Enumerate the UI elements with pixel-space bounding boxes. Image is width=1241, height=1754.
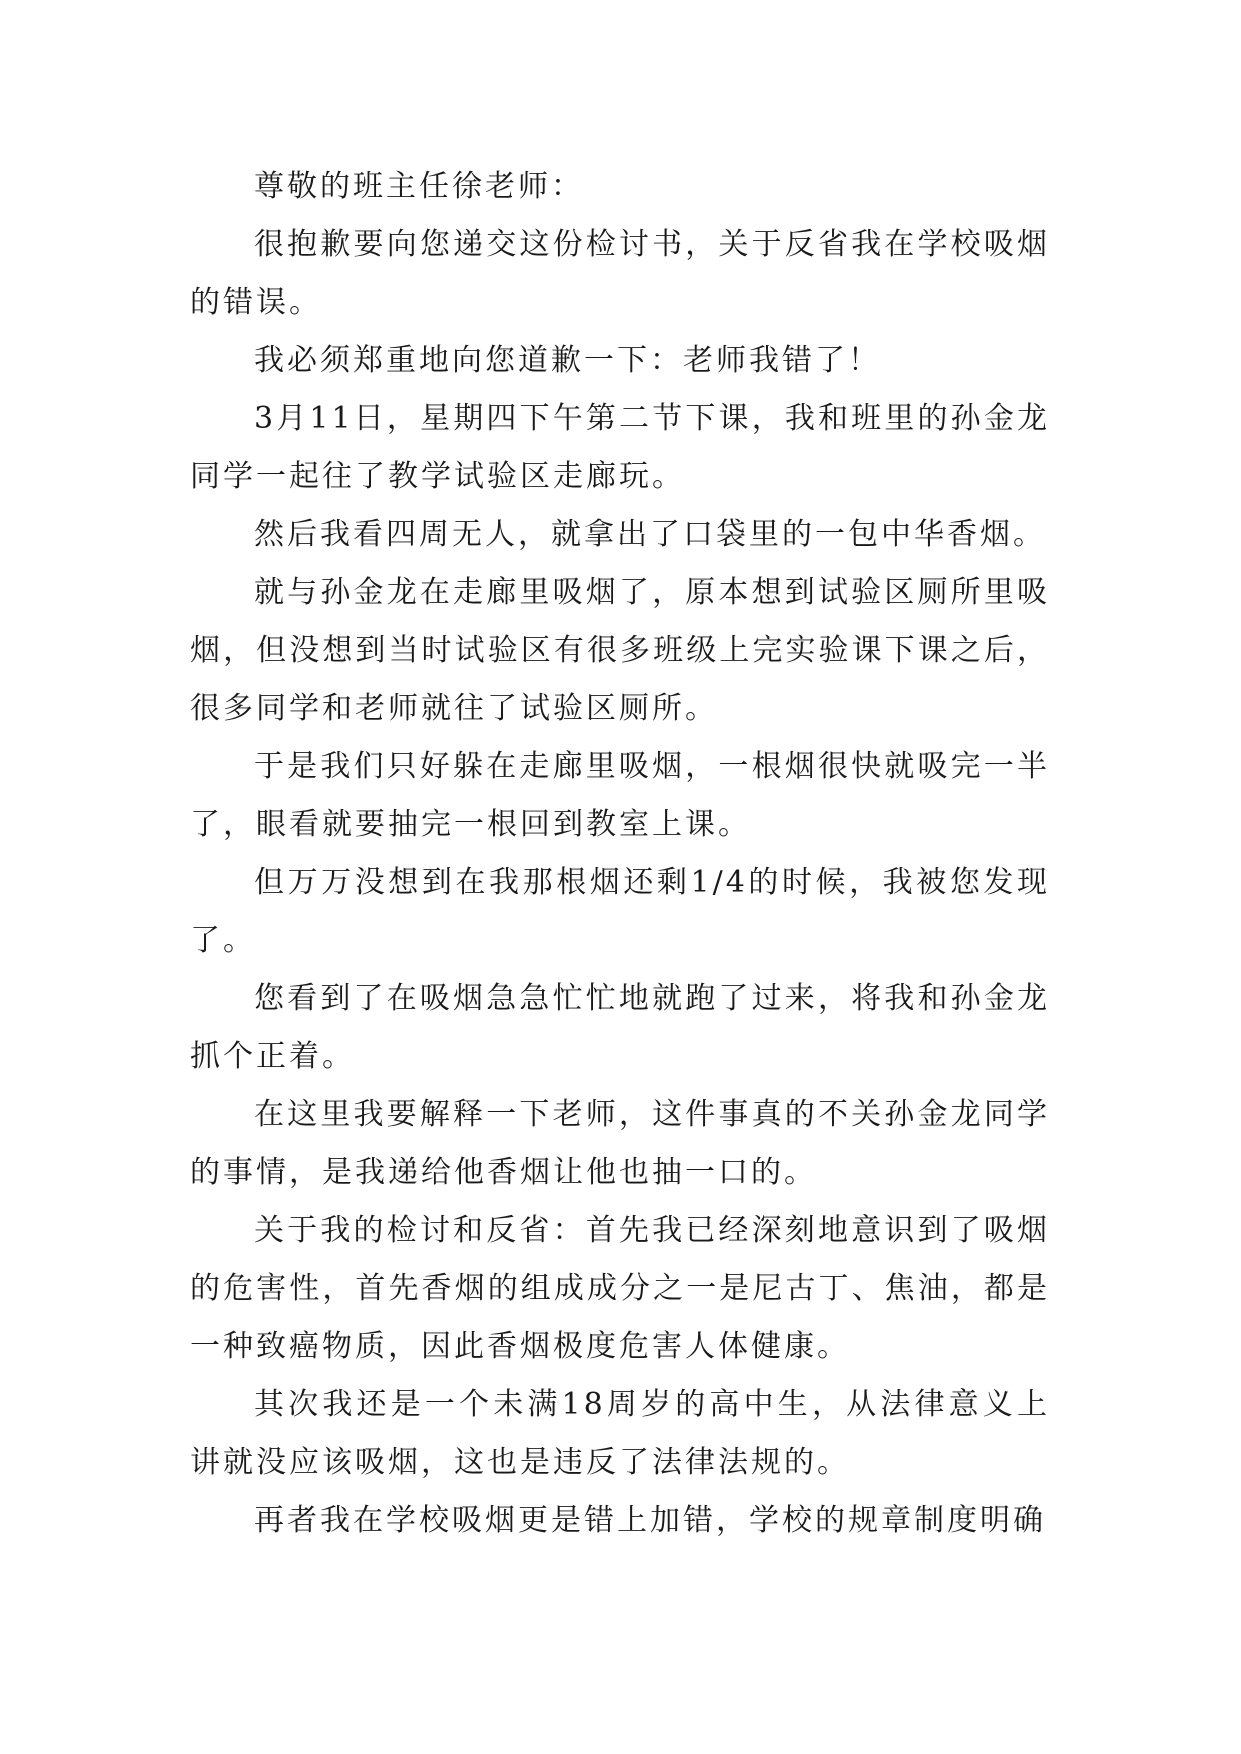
paragraph-7: 但万万没想到在我那根烟还剩1/4的时候，我被您发现了。 [190,865,1050,958]
document-body [190,158,1050,1550]
paragraph-3: 3月11日，星期四下午第二节下课，我和班里的孙金龙同学一起往了教学试验区走廊玩。 [190,401,1050,494]
salutation: 尊敬的班主任徐老师： [254,169,584,204]
paragraph-4: 然后我看四周无人，就拿出了口袋里的一包中华香烟。 [254,517,1046,552]
paragraph-11: 其次我还是一个未满18周岁的高中生，从法律意义上讲就没应该吸烟，这也是违反了法律法规的。 [190,1387,1050,1480]
paragraph-9: 在这里我要解释一下老师，这件事真的不关孙金龙同学的事情，是我递给他香烟让他也抽一口的。 [190,1097,1050,1190]
paragraph-2: 我必须郑重地向您道歉一下：老师我错了！ [254,343,881,378]
paragraph-1: 很抱歉要向您递交这份检讨书，关于反省我在学校吸烟的错误。 [190,227,1050,320]
paragraph-6: 于是我们只好躲在走廊里吸烟，一根烟很快就吸完一半了，眼看就要抽完一根回到教室上课。 [190,749,1050,842]
paragraph-12: 再者我在学校吸烟更是错上加错，学校的规章制度明确 [254,1503,1046,1538]
paragraph-8: 您看到了在吸烟急急忙忙地就跑了过来，将我和孙金龙抓个正着。 [190,981,1050,1074]
paragraph-5: 就与孙金龙在走廊里吸烟了，原本想到试验区厕所里吸烟，但没想到当时试验区有很多班级上完实验课下课之后，很多同学和老师就往了试验区厕所。 [190,575,1050,726]
paragraph-10: 关于我的检讨和反省：首先我已经深刻地意识到了吸烟的危害性，首先香烟的组成成分之一是尼古丁、焦油，都是一种致癌物质，因此香烟极度危害人体健康。 [190,1213,1050,1364]
